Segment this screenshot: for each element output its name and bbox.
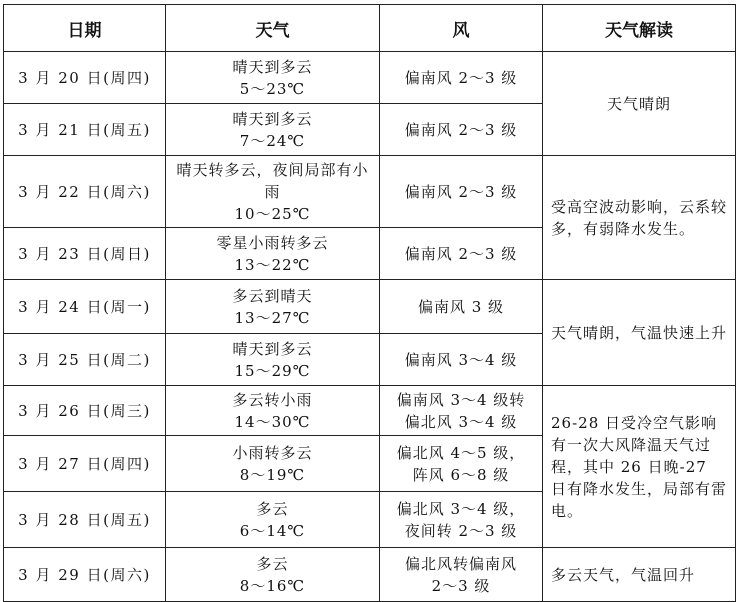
date-cell: 3 月 27 日(周四)	[4, 436, 166, 492]
wind-cell	[380, 228, 543, 280]
wind-cell	[380, 492, 543, 548]
weather-condition: 晴天到多云	[232, 339, 313, 358]
wind-cell	[380, 104, 543, 156]
weather-cell	[166, 52, 380, 104]
temperature-range: 10～25℃	[234, 204, 311, 223]
temperature-range: 13～27℃	[234, 308, 311, 327]
table-row	[4, 280, 736, 334]
temperature-range: 8～16℃	[239, 576, 306, 595]
weather-condition: 晴天到多云	[232, 57, 313, 76]
interpretation-cell	[543, 52, 736, 156]
table-row	[4, 156, 736, 228]
interpretation-cell	[543, 548, 736, 602]
weather-cell	[166, 104, 380, 156]
date-cell: 3 月 25 日(周二)	[4, 334, 166, 386]
header-weather: 天气	[166, 5, 380, 52]
wind-text: 偏北风 3～4 级	[404, 412, 518, 431]
temperature-range: 5～23℃	[239, 79, 306, 98]
weather-cell	[166, 386, 380, 436]
wind-text: 偏南风 3～4 级转	[396, 390, 526, 409]
wind-text: 2～3 级	[431, 576, 491, 595]
date-cell: 3 月 21 日(周五)	[4, 104, 166, 156]
interpretation-text: 天气晴朗	[606, 94, 671, 113]
table-row	[4, 548, 736, 602]
wind-cell	[380, 156, 543, 228]
wind-text: 偏北风 4～5 级，	[396, 443, 526, 462]
weather-cell	[166, 548, 380, 602]
interpretation-text: 天气晴朗，气温快速上升	[551, 323, 728, 342]
weather-cell	[166, 436, 380, 492]
temperature-range: 13～22℃	[234, 255, 311, 274]
temperature-range: 15～29℃	[234, 361, 311, 380]
wind-text: 偏北风转偏南风	[404, 554, 517, 573]
wind-text: 偏南风 2～3 级	[404, 68, 518, 87]
wind-text: 偏南风 3～4 级	[404, 350, 518, 369]
wind-cell	[380, 548, 543, 602]
wind-text: 偏南风 3 级	[417, 297, 505, 316]
wind-cell	[380, 334, 543, 386]
weather-condition: 多云转小雨	[232, 390, 313, 409]
interpretation-text: 多云天气，气温回升	[551, 565, 696, 584]
date-cell: 3 月 26 日(周三)	[4, 386, 166, 436]
wind-cell	[380, 52, 543, 104]
date-cell: 3 月 20 日(周四)	[4, 52, 166, 104]
table-row	[4, 52, 736, 104]
wind-text: 偏南风 2～3 级	[404, 120, 518, 139]
interpretation-text: 26-28 日受冷空气影响有一次大风降温天气过程，其中 26 日晚-27 日有降水发生，局部有雷电。	[551, 413, 728, 520]
wind-text: 阵风 6～8 级	[412, 465, 510, 484]
table-row	[4, 386, 736, 436]
weather-cell	[166, 156, 380, 228]
wind-text: 偏北风 3～4 级，	[396, 499, 526, 518]
wind-text: 偏南风 2～3 级	[404, 182, 518, 201]
date-cell: 3 月 22 日(周六)	[4, 156, 166, 228]
weather-condition: 多云	[256, 499, 289, 518]
wind-cell	[380, 436, 543, 492]
date-cell: 3 月 28 日(周五)	[4, 492, 166, 548]
date-cell: 3 月 23 日(周日)	[4, 228, 166, 280]
wind-cell	[380, 386, 543, 436]
interpretation-text: 受高空波动影响，云系较多，有弱降水发生。	[551, 197, 728, 238]
weather-condition: 小雨转多云	[232, 443, 313, 462]
weather-condition: 多云到晴天	[232, 286, 313, 305]
interpretation-cell	[543, 386, 736, 548]
wind-text: 夜间转 2～3 级	[404, 521, 518, 540]
weather-condition: 多云	[256, 554, 289, 573]
header-interpretation: 天气解读	[543, 5, 736, 52]
table-header-row	[4, 5, 736, 52]
temperature-range: 8～19℃	[239, 465, 306, 484]
interpretation-cell	[543, 280, 736, 386]
date-cell: 3 月 24 日(周一)	[4, 280, 166, 334]
header-wind: 风	[380, 5, 543, 52]
weather-cell	[166, 228, 380, 280]
weather-condition: 晴天转多云，夜间局部有小雨	[176, 160, 369, 201]
weather-cell	[166, 280, 380, 334]
wind-text: 偏南风 2～3 级	[404, 244, 518, 263]
weather-cell	[166, 492, 380, 548]
temperature-range: 7～24℃	[239, 131, 306, 150]
weather-forecast-table	[3, 4, 736, 602]
temperature-range: 6～14℃	[239, 521, 306, 540]
wind-cell	[380, 280, 543, 334]
weather-condition: 零星小雨转多云	[216, 233, 329, 252]
temperature-range: 14～30℃	[234, 412, 311, 431]
weather-condition: 晴天到多云	[232, 109, 313, 128]
date-cell: 3 月 29 日(周六)	[4, 548, 166, 602]
header-date: 日期	[4, 5, 166, 52]
interpretation-cell	[543, 156, 736, 280]
weather-cell	[166, 334, 380, 386]
